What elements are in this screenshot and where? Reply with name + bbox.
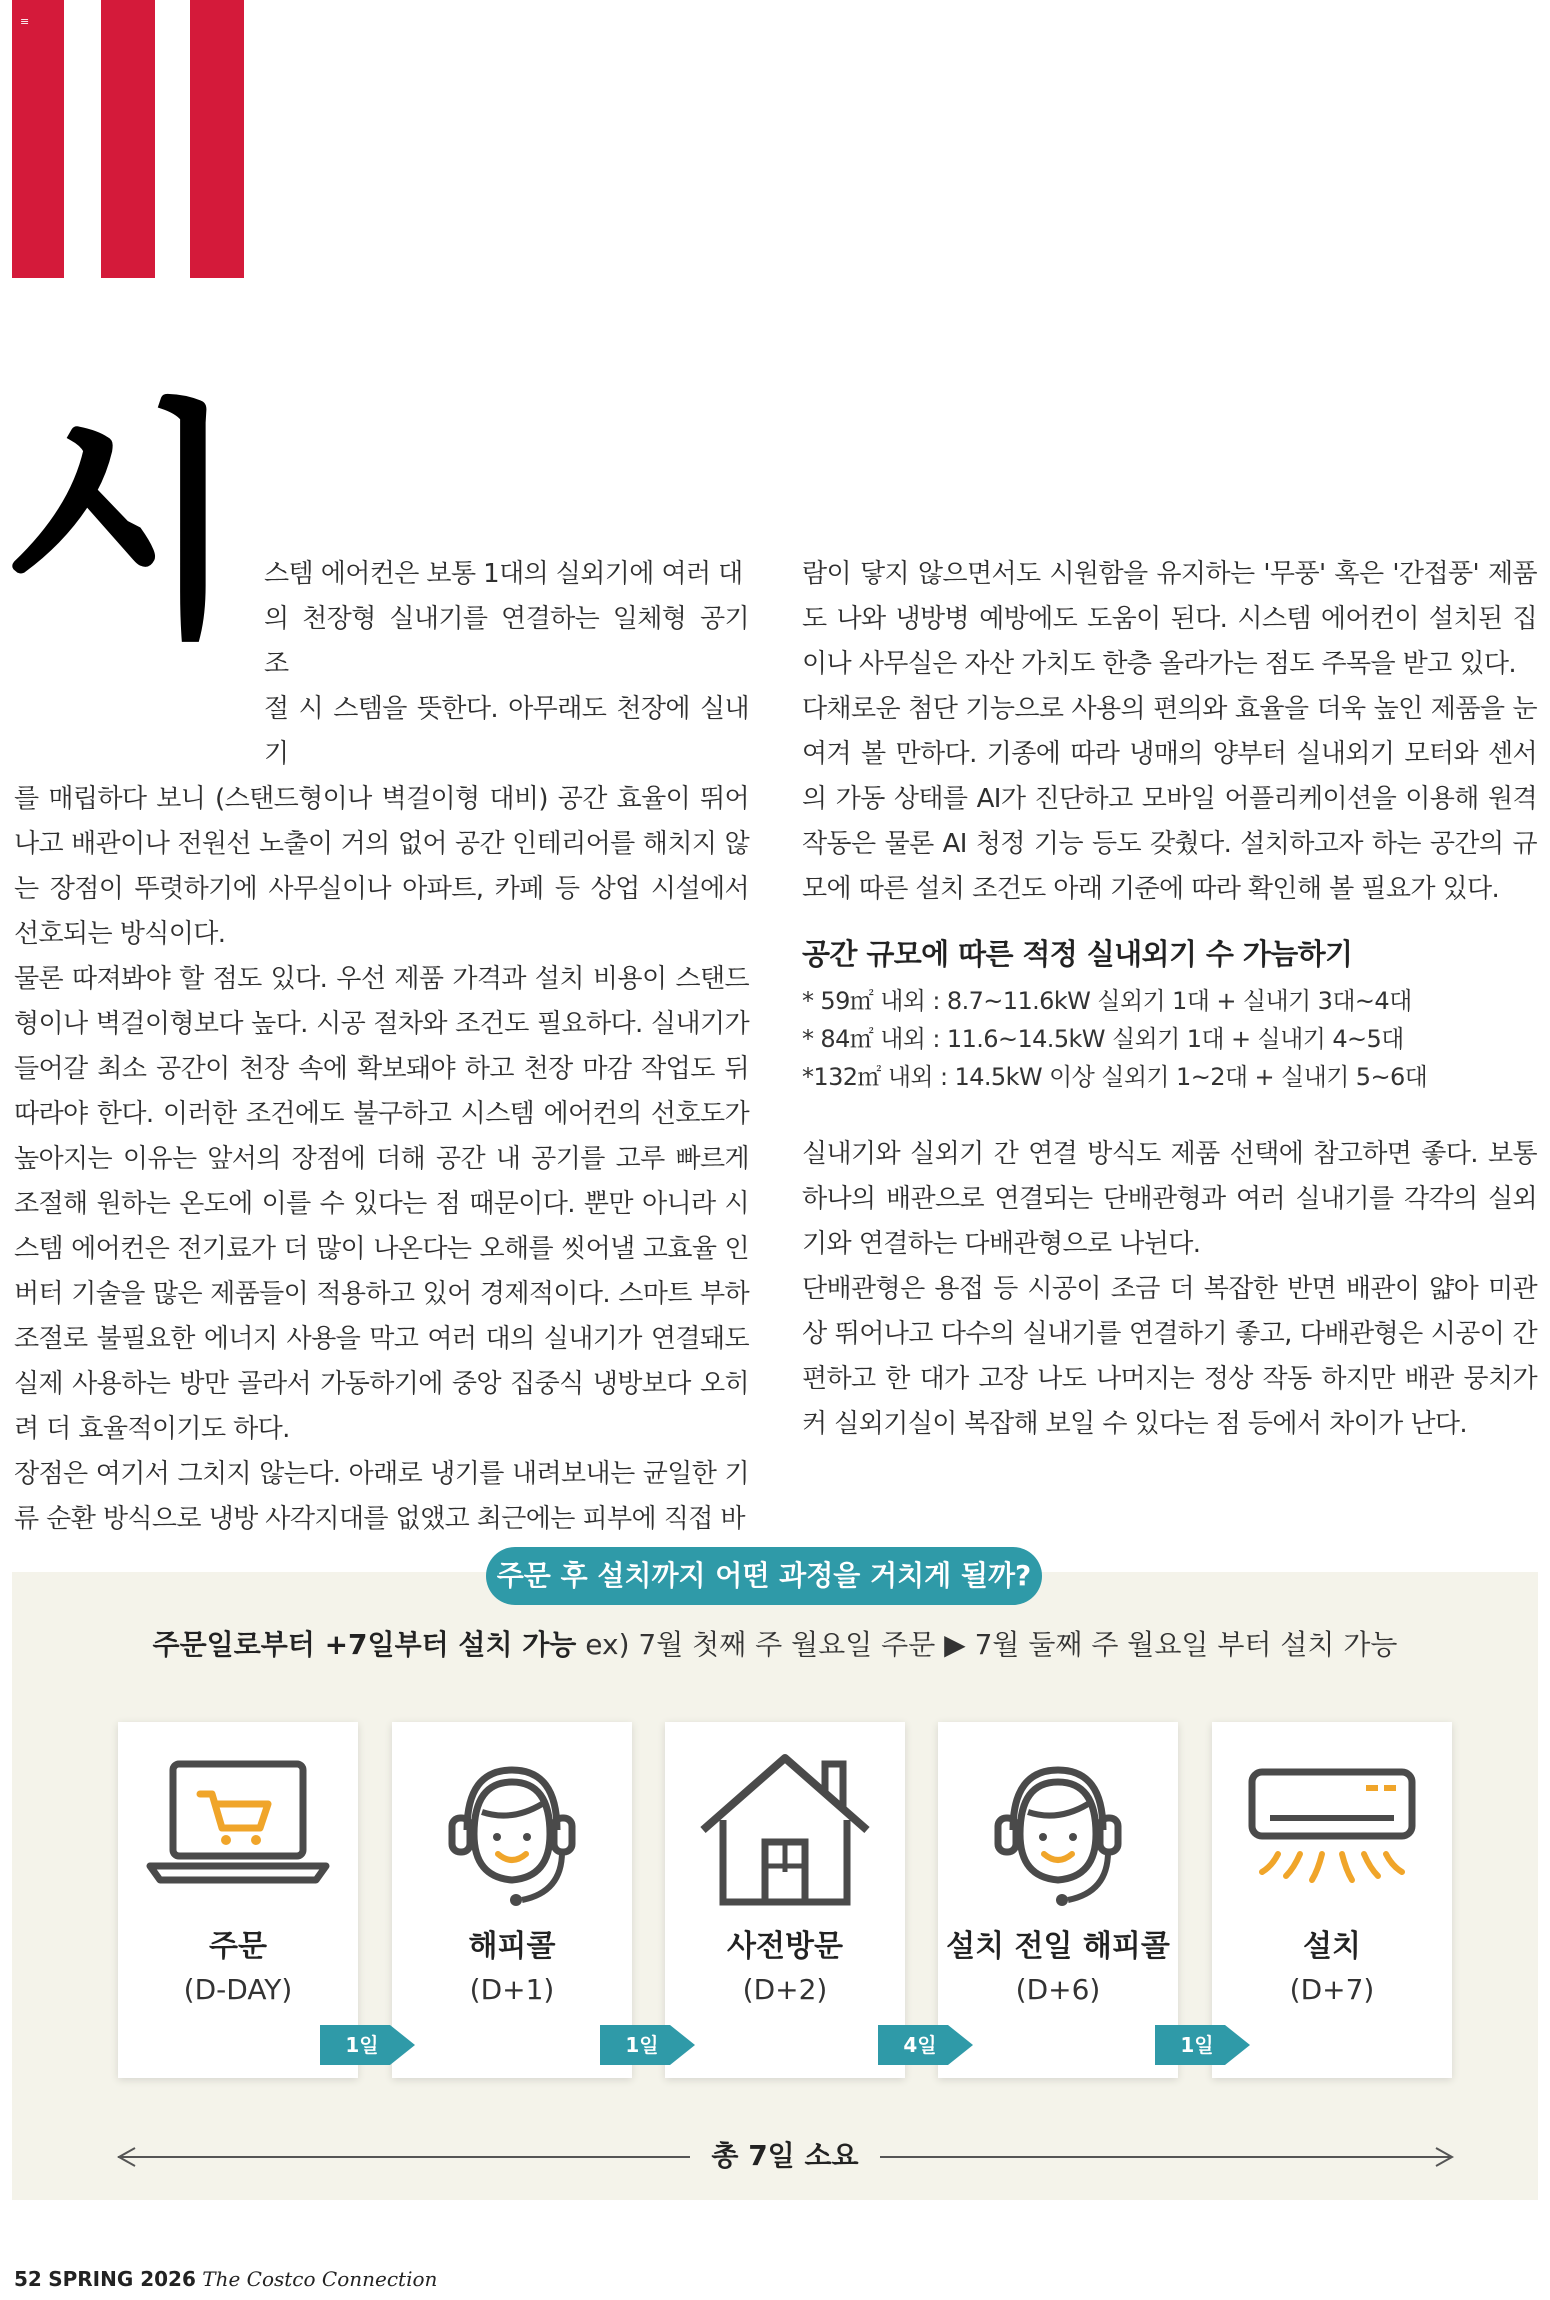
schedule-bold: 주문일로부터 +7일부터 설치 가능: [152, 1628, 577, 1661]
interval-arrow: [320, 2015, 420, 2075]
step-day: (D+7): [1289, 1973, 1375, 2006]
step-card-happycall: [392, 1722, 632, 2078]
house-icon: [685, 1742, 885, 1912]
step-title: 해피콜: [468, 1929, 556, 1964]
step-title: 사전방문: [727, 1929, 843, 1964]
spec-line: *132㎡ 내외 : 14.5kW 이상 실외기 1~2대 + 실내기 5~6대: [802, 1063, 1428, 1091]
air-conditioner-icon: [1232, 1742, 1432, 1912]
process-title-pill: 주문 후 설치까지 어떤 과정을 거치게 될까?: [486, 1547, 1042, 1605]
laptop-cart-icon: [138, 1742, 338, 1912]
interval-label: 4일: [903, 2033, 937, 2057]
paragraph-3: 장점은 여기서 그치지 않는다. 아래로 냉기를 내려보내는 균일한 기류 순환 방식으로 냉방 사각지대를 없앴고 최근에는 피부에 직접 바: [14, 1459, 749, 1534]
indented-line: 스템 에어컨은 보통 1대의 실외기에 여러 대: [264, 559, 743, 589]
magazine-name: The Costco Connection: [202, 2267, 438, 2291]
page-number: 52: [14, 2267, 42, 2291]
spec-line: * 59㎡ 내외 : 8.7~11.6kW 실외기 1대 + 실내기 3대~4대: [802, 987, 1412, 1015]
step-title: 주문: [209, 1929, 267, 1964]
paragraph-text: 를 매립하다 보니 (스탠드형이나 벽걸이형 대비) 공간 효율이 뛰어나고 배관이나 전원선 노출이 거의 없어 공간 인테리어를 해치지 않는 장점이 뚜렷하기에 사무실이나 아파트, 카페 등 상업 시설에서 선호되는 방식이다.: [14, 784, 749, 949]
article-column-right: [802, 552, 1537, 1447]
interval-label: 1일: [1180, 2033, 1214, 2057]
page-footer: [14, 2266, 437, 2292]
total-duration: 총 7일 소요: [711, 2139, 859, 2172]
interval-arrow: [878, 2015, 978, 2075]
step-day: (D+6): [1015, 1973, 1101, 2006]
paragraph-7: 단배관형은 용접 등 시공이 조금 더 복잡한 반면 배관이 얇아 미관상 뛰어나고 다수의 실내기를 연결하기 좋고, 다배관형은 시공이 간편하고 한 대가 고장 나도 나머지는 정상 작동 하지만 배관 뭉치가 커 실외기실이 복잡해 보일 수 있다는 점 등에서 차이가 난다.: [802, 1274, 1537, 1439]
article-column-left: [14, 552, 749, 1542]
menu-icon: ≡: [20, 15, 30, 28]
spec-line: * 84㎡ 내외 : 11.6~14.5kW 실외기 1대 + 실내기 4~5대: [802, 1025, 1404, 1053]
header-stripe-3: [190, 0, 244, 278]
paragraph-6: 실내기와 실외기 간 연결 방식도 제품 선택에 참고하면 좋다. 보통 하나의 배관으로 연결되는 단배관형과 여러 실내기를 각각의 실외기와 연결하는 다배관형으로 나뉜다.: [802, 1139, 1537, 1259]
headset-agent-icon: [958, 1742, 1158, 1912]
drop-cap: 시: [0, 379, 222, 670]
step-day: (D+1): [469, 1973, 555, 2006]
indented-line: 의 천장형 실내기를 연결하는 일체형 공기 조: [264, 604, 749, 679]
interval-arrow: [1155, 2015, 1255, 2075]
header-stripe-1: [12, 0, 64, 278]
header-stripe-2: [101, 0, 155, 278]
issue-label: SPRING 2026: [48, 2267, 196, 2291]
schedule-rest: ex) 7월 첫째 주 월요일 주문 ▶ 7월 둘째 주 월요일 부터 설치 가능: [576, 1628, 1398, 1661]
total-line-left: [118, 2156, 690, 2158]
step-card-previsit: [665, 1722, 905, 2078]
headset-agent-icon: [412, 1742, 612, 1912]
paragraph-4: 람이 닿지 않으면서도 시원함을 유지하는 '무풍' 혹은 '간접풍' 제품도 나와 냉방병 예방에도 도움이 된다. 시스템 에어컨이 설치된 집이나 사무실은 자산 가치도 한층 올라가는 점도 주목을 받고 있다.: [802, 559, 1537, 679]
paragraph-2: 물론 따져봐야 할 점도 있다. 우선 제품 가격과 설치 비용이 스탠드형이나 벽걸이형보다 높다. 시공 절차와 조건도 필요하다. 실내기가 들어갈 최소 공간이 천장 속에 확보돼야 하고 천장 마감 작업도 뒤따라야 한다. 이러한 조건에도 불구하고 시스템 에어컨의 선호도가 높아지는 이유는 앞서의 장점에 더해 공간 내 공기를 고루 빠르게 조절해 원하는 온도에 이를 수 있다는 점 때문이다. 뿐만 아니라 시스템 에어컨은 전기료가 더 많이 나온다는 오해를 씻어낼 고효율 인버터 기술을 많은 제품들이 적용하고 있어 경제적이다. 스마트 부하 조절로 불필요한 에너지 사용을 막고 여러 대의 실내기가 연결돼도 실제 사용하는 방만 골라서 가동하기에 중앙 집중식 냉방보다 오히려 더 효율적이기도 하다.: [14, 964, 749, 1444]
interval-arrow: [600, 2015, 700, 2075]
step-day: (D-DAY): [183, 1973, 293, 2006]
arrow-right-icon: [1432, 2146, 1456, 2168]
interval-label: 1일: [625, 2033, 659, 2057]
total-line-right: [880, 2156, 1452, 2158]
step-title: 설치 전일 해피콜: [946, 1929, 1170, 1964]
paragraph-1: [14, 552, 749, 957]
interval-label: 1일: [345, 2033, 379, 2057]
spec-heading: 공간 규모에 따른 적정 실내외기 수 가늠하기: [802, 937, 1353, 971]
schedule-note: [0, 1625, 1550, 1665]
step-title: 설치: [1303, 1929, 1361, 1964]
paragraph-5: 다채로운 첨단 기능으로 사용의 편의와 효율을 더욱 높인 제품을 눈여겨 볼 만하다. 기종에 따라 냉매의 양부터 실내외기 모터와 센서의 가동 상태를 AI가 진단하고 모바일 어플리케이션을 이용해 원격 작동은 물론 AI 청정 기능 등도 갖췄다. 설치하고자 하는 공간의 규모에 따른 설치 조건도 아래 기준에 따라 확인해 볼 필요가 있다.: [802, 694, 1537, 904]
indented-line: 절 시 스템을 뜻한다. 아무래도 천장에 실내기: [264, 694, 749, 769]
step-day: (D+2): [742, 1973, 828, 2006]
